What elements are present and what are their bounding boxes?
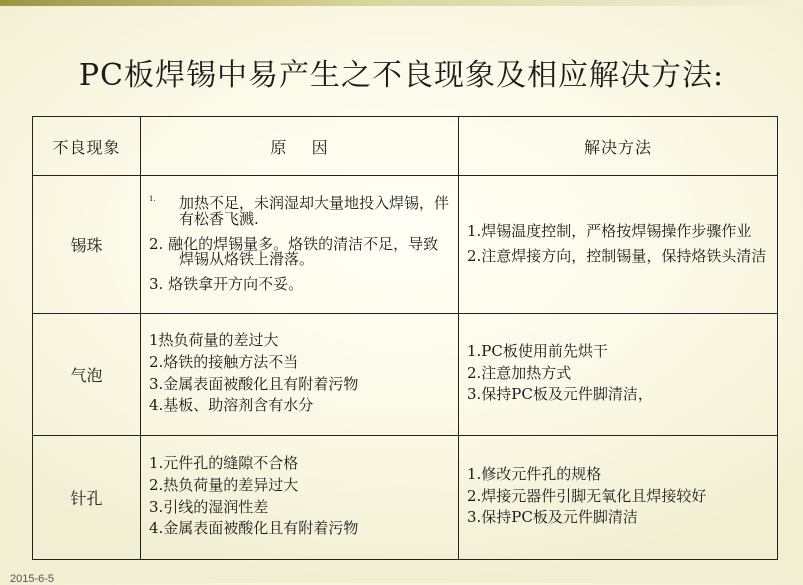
defect-name: 锡珠: [33, 176, 141, 314]
cause-list: [141, 436, 459, 560]
cause-item: 3. 烙铁拿开方向不妥。: [149, 275, 304, 294]
defect-table: [32, 116, 778, 560]
cause-item: 1.元件孔的缝隙不合格: [149, 454, 299, 472]
solution-item: 1.修改元件孔的规格: [467, 464, 602, 483]
header-solution: 解决方法: [459, 117, 778, 176]
cause-item: 2.热负荷量的差异过大: [149, 475, 299, 494]
solution-list: [459, 436, 778, 560]
solution-item: 1.PC板使用前先烘干: [467, 341, 608, 360]
top-accent-bar: [0, 0, 803, 6]
cause-item: 2.烙铁的接触方法不当: [149, 352, 299, 371]
solution-item: 3.保持PC板及元件脚清洁，: [467, 385, 653, 404]
solution-list: [459, 176, 778, 314]
solution-item: 2.注意焊接方向，控制锡量，保持烙铁头清洁: [467, 247, 767, 265]
defect-name: 气泡: [33, 314, 141, 436]
cause-item: 4.基板、助溶剂含有水分: [149, 396, 314, 415]
slide-title: PC板焊锡中易产生之不良现象及相应解决方法:: [78, 58, 725, 93]
solution-item: 2.焊接元器件引脚无氧化且焊接较好: [467, 486, 707, 505]
header-defect: 不良现象: [33, 117, 141, 176]
cause-item: 2. 融化的焊锡量多。烙铁的清洁不足，导致焊锡从烙铁上滑落。: [149, 234, 439, 269]
solution-list: [459, 314, 778, 436]
cause-item: 1. 加热不足，未润湿却大量地投入焊锡，伴有松香飞溅.: [149, 194, 450, 228]
solution-item: 3.保持PC板及元件脚清洁: [467, 508, 638, 527]
table-row: [33, 436, 778, 560]
cause-marker: 1.: [149, 195, 156, 204]
cause-item: 3.引线的湿润性差: [149, 497, 269, 516]
solution-item: 1.焊锡温度控制，严格按焊锡操作步骤作业: [467, 222, 752, 241]
table-header-row: [33, 117, 778, 176]
table-row: [33, 176, 778, 314]
cause-item: 4.金属表面被酸化且有附着污物: [149, 519, 359, 538]
header-cause: 原 因: [141, 117, 459, 176]
cause-item: 3.金属表面被酸化且有附着污物: [149, 374, 359, 393]
cause-item: 1热负荷量的差过大: [149, 331, 279, 349]
cause-list: [141, 176, 459, 314]
slide-date: 2015-6-5: [10, 573, 55, 585]
table-row: [33, 314, 778, 436]
defect-name: 针孔: [33, 436, 141, 560]
cause-list: [141, 314, 459, 436]
solution-item: 2.注意加热方式: [467, 363, 572, 382]
